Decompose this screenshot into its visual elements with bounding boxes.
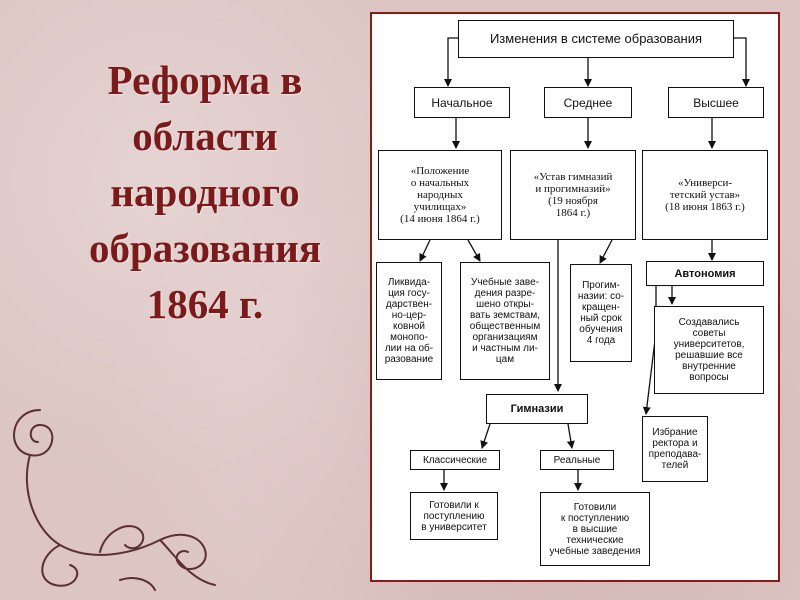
progymnasium-box: Прогим- назии: со- кращен- ный срок обучения 4 года xyxy=(570,264,632,362)
technical-preparation-box: Готовили к поступлению в высшие технические учебные заведения xyxy=(540,492,650,566)
university-charter-box: «Универси- тетский устав» (18 июня 1863 г.) xyxy=(642,150,768,240)
gymnasium-charter-box: «Устав гимназий и прогимназий» (19 ноября 1864 г.) xyxy=(510,150,636,240)
rector-election-box: Избрание ректора и преподава- телей xyxy=(642,416,708,482)
university-councils-box: Создавались советы университетов, решавшие все внутренние вопросы xyxy=(654,306,764,394)
education-reform-diagram xyxy=(370,12,780,582)
schools-opening-box: Учебные заве- дения разре- шено откры- вать земствам, общественным организациям и частным ли- цам xyxy=(460,262,550,380)
higher-level-box: Высшее xyxy=(668,87,764,118)
slide-title: Реформа в области народного образования 1864 г. xyxy=(88,57,322,327)
secondary-level-box: Среднее xyxy=(544,87,632,118)
monopoly-abolition-box: Ликвида- ция госу- дарствен- но-цер- ковной монопо- лии на об- разование xyxy=(376,262,442,380)
diagram-root-box: Изменения в системе образования xyxy=(458,20,734,58)
university-preparation-box: Готовили к поступлению в университет xyxy=(410,492,498,540)
classical-gymnasium-box: Классические xyxy=(410,450,500,470)
primary-level-box: Начальное xyxy=(414,87,510,118)
primary-schools-regulation-box: «Положение о начальных народных училищах» (14 июня 1864 г.) xyxy=(378,150,502,240)
gymnasium-box: Гимназии xyxy=(486,394,588,424)
real-gymnasium-box: Реальные xyxy=(540,450,614,470)
autonomy-box: Автономия xyxy=(646,261,764,286)
swirl-ornament xyxy=(0,380,230,600)
